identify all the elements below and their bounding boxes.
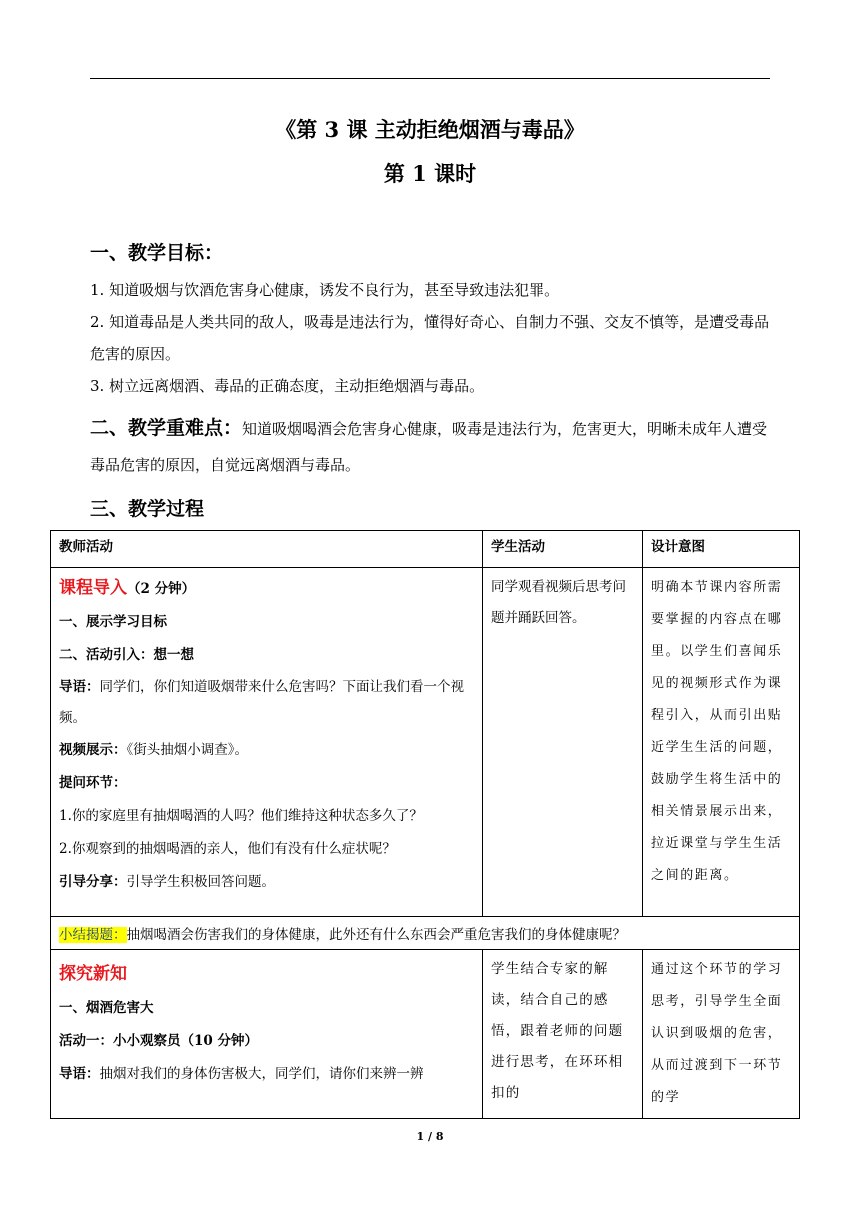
col-student: 学生活动 — [483, 531, 643, 568]
lesson-title: 《第 3 课 主动拒绝烟酒与毒品》 — [275, 117, 585, 142]
intro-video-text: 《街头抽烟小调查》。 — [126, 742, 248, 758]
intro-line-1: 一、展示学习目标 — [59, 614, 167, 630]
key-points — [90, 410, 780, 483]
intro-design-cell — [643, 568, 800, 917]
process-heading: 三、教学过程 — [90, 498, 205, 520]
goal-item-2: 2. 知道毒品是人类共同的敌人，吸毒是违法行为，懂得好奇心、自制力不强、交友不慎等，是遭受毒品危害的原因。 — [90, 313, 770, 363]
summary-label: 小结揭题： — [59, 927, 127, 943]
table-header-row — [51, 531, 800, 568]
intro-student-text: 同学观看视频后思考问题并踊跃回答。 — [491, 579, 626, 626]
lesson-subtitle: 第 1 课时 — [383, 161, 477, 186]
goals-heading: 一、教学目标： — [90, 242, 224, 264]
intro-section-time: （2 分钟） — [127, 581, 196, 597]
explore-teacher-cell — [51, 950, 483, 1119]
explore-line-1: 一、烟酒危害大 — [59, 1000, 154, 1016]
goal-item-3: 3. 树立远离烟酒、毒品的正确态度，主动拒绝烟酒与毒品。 — [90, 377, 485, 395]
summary-cell — [51, 917, 800, 950]
intro-share-label: 引导分享： — [59, 874, 127, 890]
summary-text: 抽烟喝酒会伤害我们的身体健康，此外还有什么东西会严重危害我们的身体健康呢？ — [126, 927, 626, 943]
intro-guide-text: 同学们，你们知道吸烟带来什么危害吗？下面让我们看一个视频。 — [59, 679, 464, 726]
intro-design-text: 明确本节课内容所需要掌握的内容点在哪里。以学生们喜闻乐见的视频形式作为课程引入，从而引出贴近学生生活的问题，鼓励学生将生活中的相关情景展示出来，拉近课堂与学生生活之间的距离。 — [651, 580, 783, 883]
explore-section-title: 探究新知 — [59, 964, 127, 984]
key-points-text: 知道吸烟喝酒会危害身心健康，吸毒是违法行为，危害更大，明晰未成年人遭受毒品危害的原因，自觉远离烟酒与毒品。 — [90, 420, 768, 474]
intro-line-2: 二、活动引入：想一想 — [59, 647, 194, 663]
intro-question-label: 提问环节： — [59, 775, 127, 791]
explore-design-cell — [643, 950, 800, 1119]
intro-student-cell — [483, 568, 643, 917]
intro-question-2: 2.你观察到的抽烟喝酒的亲人，他们有没有什么症状呢？ — [59, 841, 396, 857]
intro-teacher-cell — [51, 568, 483, 917]
explore-guide-text: 抽烟对我们的身体伤害极大，同学们，请你们来辨一辨 — [99, 1066, 424, 1082]
table-row-summary — [51, 917, 800, 950]
page-number: 1 / 8 — [416, 1130, 444, 1143]
col-design: 设计意图 — [643, 531, 800, 568]
intro-share-text: 引导学生积极回答问题。 — [126, 874, 275, 890]
key-points-heading: 二、教学重难点： — [90, 417, 243, 439]
intro-question-1: 1.你的家庭里有抽烟喝酒的人吗？他们维持这种状态多久了？ — [59, 808, 423, 824]
table-row-intro — [51, 568, 800, 917]
goal-item-1: 1. 知道吸烟与饮酒危害身心健康，诱发不良行为，甚至导致违法犯罪。 — [90, 281, 560, 299]
table-row-explore — [51, 950, 800, 1119]
intro-guide-label: 导语： — [59, 679, 100, 695]
intro-video-label: 视频展示： — [59, 742, 127, 758]
intro-section-title: 课程导入 — [59, 578, 127, 598]
lesson-table — [50, 530, 800, 1119]
explore-student-cell — [483, 950, 643, 1119]
col-teacher: 教师活动 — [51, 531, 483, 568]
explore-design-text: 通过这个环节的学习思考，引导学生全面认识到吸烟的危害，从而过渡到下一环节的学 — [651, 962, 783, 1105]
explore-guide-label: 导语： — [59, 1066, 100, 1082]
header-rule — [90, 78, 770, 79]
explore-line-2: 活动一：小小观察员（10 分钟） — [59, 1033, 258, 1049]
explore-student-text: 学生结合专家的解读，结合自己的感悟，跟着老师的问题进行思考，在环环相扣的 — [491, 961, 624, 1101]
